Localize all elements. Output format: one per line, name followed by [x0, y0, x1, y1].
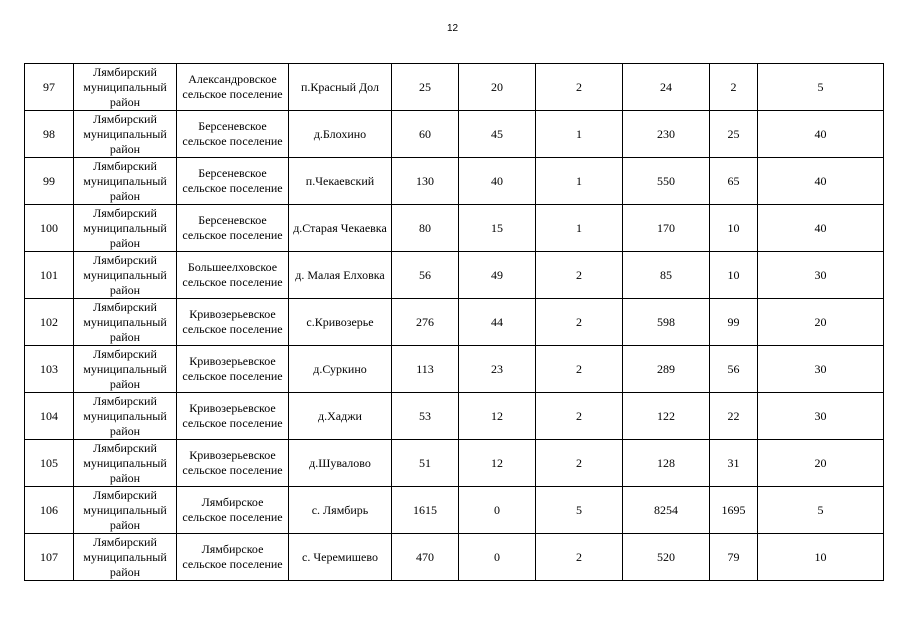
value-cell-5: 31	[710, 440, 758, 487]
value-cell-4: 85	[623, 252, 710, 299]
table-row	[25, 205, 884, 252]
settlement-cell: Берсеневское сельское поселение	[177, 158, 289, 205]
district-cell: Лямбирский муниципальный район	[74, 205, 177, 252]
table-row	[25, 487, 884, 534]
row-number-cell: 102	[25, 299, 74, 346]
value-cell-1: 51	[392, 440, 459, 487]
value-cell-5: 2	[710, 64, 758, 111]
value-cell-3: 5	[536, 487, 623, 534]
value-cell-3: 2	[536, 393, 623, 440]
settlement-cell: Кривозерьевское сельское поселение	[177, 299, 289, 346]
value-cell-2: 44	[459, 299, 536, 346]
table-row	[25, 393, 884, 440]
row-number-cell: 104	[25, 393, 74, 440]
value-cell-3: 2	[536, 64, 623, 111]
value-cell-3: 2	[536, 299, 623, 346]
data-table	[24, 63, 884, 581]
value-cell-4: 289	[623, 346, 710, 393]
row-number-cell: 107	[25, 534, 74, 581]
value-cell-2: 40	[459, 158, 536, 205]
value-cell-5: 25	[710, 111, 758, 158]
locality-cell: п.Чекаевский	[289, 158, 392, 205]
settlement-cell: Лямбирское сельское поселение	[177, 487, 289, 534]
row-number-cell: 98	[25, 111, 74, 158]
value-cell-4: 24	[623, 64, 710, 111]
value-cell-3: 2	[536, 534, 623, 581]
value-cell-5: 1695	[710, 487, 758, 534]
value-cell-2: 0	[459, 534, 536, 581]
value-cell-6: 40	[758, 158, 884, 205]
settlement-cell: Кривозерьевское сельское поселение	[177, 440, 289, 487]
district-cell: Лямбирский муниципальный район	[74, 487, 177, 534]
value-cell-3: 1	[536, 111, 623, 158]
value-cell-6: 20	[758, 299, 884, 346]
row-number-cell: 103	[25, 346, 74, 393]
table-row	[25, 534, 884, 581]
locality-cell: д.Суркино	[289, 346, 392, 393]
value-cell-3: 2	[536, 252, 623, 299]
row-number-cell: 99	[25, 158, 74, 205]
locality-cell: д. Малая Елховка	[289, 252, 392, 299]
locality-cell: с. Черемишево	[289, 534, 392, 581]
value-cell-1: 1615	[392, 487, 459, 534]
value-cell-4: 122	[623, 393, 710, 440]
district-cell: Лямбирский муниципальный район	[74, 299, 177, 346]
table-row	[25, 64, 884, 111]
value-cell-2: 23	[459, 346, 536, 393]
value-cell-2: 45	[459, 111, 536, 158]
value-cell-1: 53	[392, 393, 459, 440]
value-cell-3: 2	[536, 346, 623, 393]
value-cell-2: 15	[459, 205, 536, 252]
settlement-cell: Берсеневское сельское поселение	[177, 111, 289, 158]
value-cell-1: 80	[392, 205, 459, 252]
row-number-cell: 105	[25, 440, 74, 487]
value-cell-2: 20	[459, 64, 536, 111]
value-cell-2: 12	[459, 393, 536, 440]
value-cell-6: 40	[758, 111, 884, 158]
district-cell: Лямбирский муниципальный район	[74, 534, 177, 581]
row-number-cell: 101	[25, 252, 74, 299]
page-number: 12	[446, 23, 459, 34]
value-cell-4: 230	[623, 111, 710, 158]
locality-cell: д.Шувалово	[289, 440, 392, 487]
locality-cell: с. Лямбирь	[289, 487, 392, 534]
value-cell-6: 10	[758, 534, 884, 581]
district-cell: Лямбирский муниципальный район	[74, 393, 177, 440]
value-cell-1: 60	[392, 111, 459, 158]
district-cell: Лямбирский муниципальный район	[74, 158, 177, 205]
value-cell-5: 22	[710, 393, 758, 440]
table-row	[25, 440, 884, 487]
locality-cell: д.Хаджи	[289, 393, 392, 440]
locality-cell: д.Старая Чекаевка	[289, 205, 392, 252]
row-number-cell: 97	[25, 64, 74, 111]
value-cell-5: 65	[710, 158, 758, 205]
value-cell-5: 10	[710, 205, 758, 252]
table-row	[25, 111, 884, 158]
settlement-cell: Кривозерьевское сельское поселение	[177, 346, 289, 393]
value-cell-2: 0	[459, 487, 536, 534]
value-cell-5: 79	[710, 534, 758, 581]
table-row	[25, 252, 884, 299]
value-cell-4: 128	[623, 440, 710, 487]
settlement-cell: Большеелховское сельское поселение	[177, 252, 289, 299]
value-cell-1: 470	[392, 534, 459, 581]
district-cell: Лямбирский муниципальный район	[74, 252, 177, 299]
table-row	[25, 346, 884, 393]
value-cell-2: 49	[459, 252, 536, 299]
value-cell-6: 30	[758, 346, 884, 393]
value-cell-4: 520	[623, 534, 710, 581]
district-cell: Лямбирский муниципальный район	[74, 440, 177, 487]
value-cell-3: 1	[536, 205, 623, 252]
value-cell-3: 1	[536, 158, 623, 205]
value-cell-6: 30	[758, 252, 884, 299]
value-cell-6: 20	[758, 440, 884, 487]
district-cell: Лямбирский муниципальный район	[74, 346, 177, 393]
settlement-cell: Лямбирское сельское поселение	[177, 534, 289, 581]
district-cell: Лямбирский муниципальный район	[74, 64, 177, 111]
row-number-cell: 106	[25, 487, 74, 534]
value-cell-6: 5	[758, 64, 884, 111]
locality-cell: д.Блохино	[289, 111, 392, 158]
value-cell-5: 56	[710, 346, 758, 393]
table-body	[25, 64, 884, 581]
value-cell-6: 40	[758, 205, 884, 252]
value-cell-6: 5	[758, 487, 884, 534]
value-cell-1: 276	[392, 299, 459, 346]
value-cell-1: 113	[392, 346, 459, 393]
value-cell-4: 170	[623, 205, 710, 252]
locality-cell: с.Кривозерье	[289, 299, 392, 346]
table-row	[25, 158, 884, 205]
value-cell-1: 56	[392, 252, 459, 299]
value-cell-5: 99	[710, 299, 758, 346]
value-cell-6: 30	[758, 393, 884, 440]
table-row	[25, 299, 884, 346]
value-cell-4: 598	[623, 299, 710, 346]
district-cell: Лямбирский муниципальный район	[74, 111, 177, 158]
value-cell-3: 2	[536, 440, 623, 487]
value-cell-1: 25	[392, 64, 459, 111]
settlement-cell: Александровское сельское поселение	[177, 64, 289, 111]
row-number-cell: 100	[25, 205, 74, 252]
settlement-cell: Кривозерьевское сельское поселение	[177, 393, 289, 440]
locality-cell: п.Красный Дол	[289, 64, 392, 111]
value-cell-1: 130	[392, 158, 459, 205]
value-cell-4: 8254	[623, 487, 710, 534]
value-cell-5: 10	[710, 252, 758, 299]
settlement-cell: Берсеневское сельское поселение	[177, 205, 289, 252]
value-cell-4: 550	[623, 158, 710, 205]
value-cell-2: 12	[459, 440, 536, 487]
